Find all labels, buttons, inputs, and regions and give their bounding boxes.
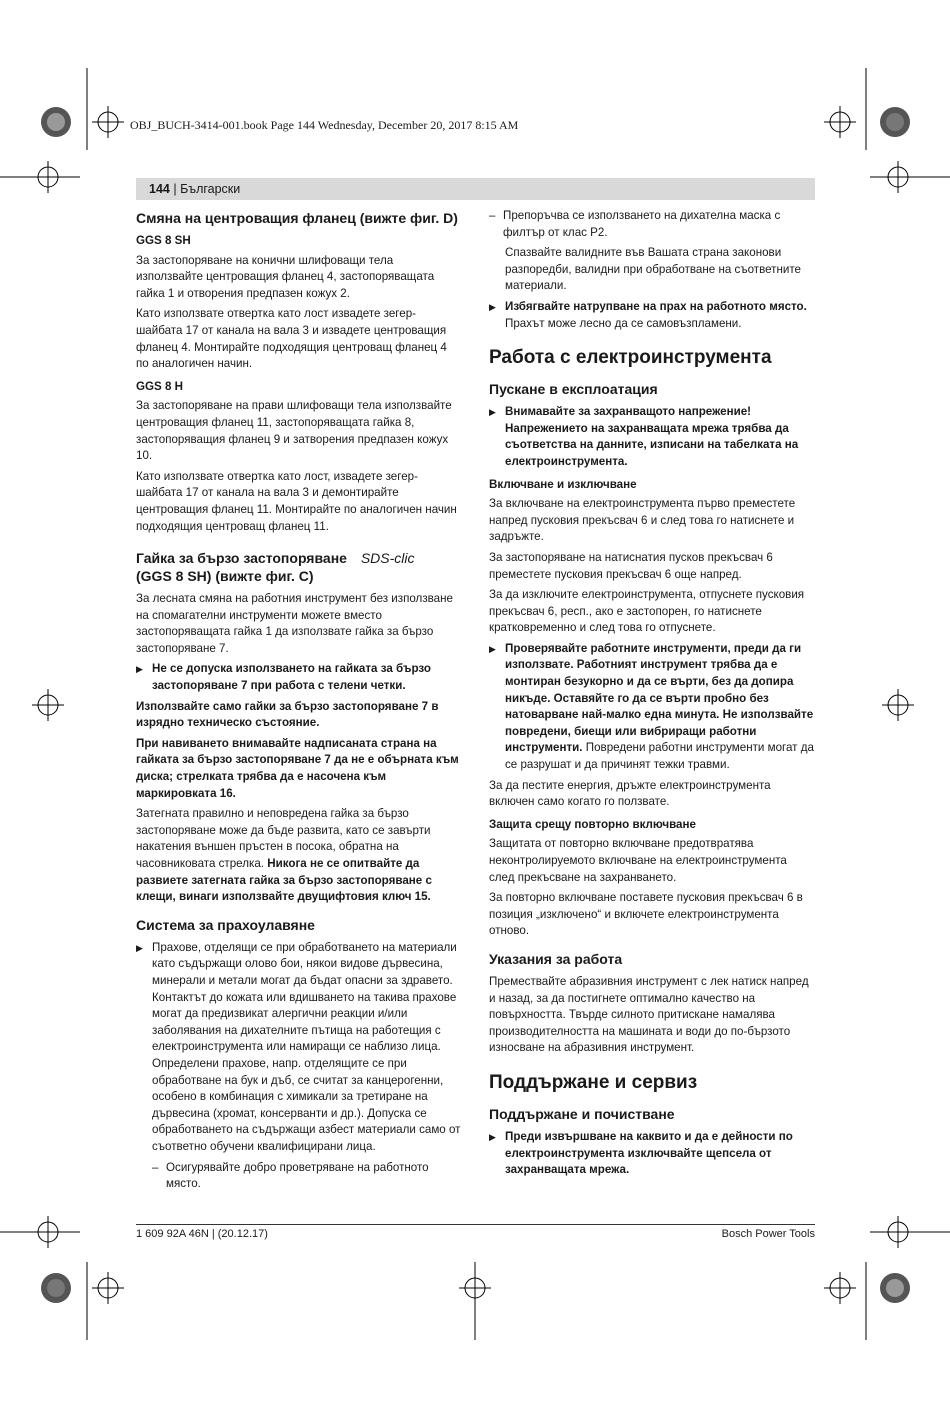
paragraph: За да пестите енергия, дръжте електроинструмента включен само когато го ползвате. bbox=[489, 778, 771, 809]
check-tools-bullet: ▶ Проверявайте работните инструменти, преди да ги използвате. Работният инструмент трябва да е монтиран безукорно и да се върти, без да допира никъде. Оставяйте го да се върти пробно без натоварване най-малко една минута. Не използвайте повредени, биещи или вибриращи работни инструменти. Повредени работни инструменти могат да се разрушат и да причинят тежки травми. bbox=[489, 641, 814, 774]
paragraph: За застопоряване на прави шлифоващи тела използвайте центроващия фланец 11, застопоряващата гайка 8, застопоряващия фланец 9 и затворения предпазен кожух 10. bbox=[136, 399, 452, 463]
paragraph: За повторно включване поставете пусковия прекъсвач 6 в позиция „изключено“ и включете електроинструмента отново. bbox=[489, 891, 803, 938]
model-ggs8sh: GGS 8 SH bbox=[136, 234, 191, 247]
page-header: 144 | Български bbox=[136, 178, 815, 200]
footer-doc-number: 1 609 92A 46N | (20.12.17) bbox=[136, 1228, 268, 1240]
file-info-line: OBJ_BUCH-3414-001.book Page 144 Wednesday, December 20, 2017 8:15 AM bbox=[130, 118, 519, 132]
model-ggs8h: GGS 8 H bbox=[136, 379, 184, 393]
voltage-bullet: ▶ Внимавайте за захранващото напрежение! Напрежението на захранващата мрежа трябва да съответства на данните, изписани на табелката на електроинструмента. bbox=[489, 404, 814, 470]
left-column bbox=[136, 203, 461, 1197]
paragraph: Спазвайте валидните във Вашата страна законови разпоредби, валидни при обработване на съответните материали. bbox=[505, 246, 801, 293]
paragraph: Премествайте абразивния инструмент с лек натиск напред и назад, за да постигнете оптимално качество на повърхността. Твърде силното притискане намалява производителността на машината и води до по-бързото износване на абразивния инструмент. bbox=[489, 974, 809, 1055]
right-column bbox=[489, 208, 814, 1183]
paragraph-bold: Използвайте само гайки за бързо застопоряване 7 в изрядно техническо състояние. bbox=[136, 699, 439, 730]
heading-quick-nut: Гайка за бързо застопоряване SDS-clic (GGS 8 SH) (вижте фиг. C) bbox=[136, 550, 415, 585]
heading-centering-flange: Смяна на центроващия фланец (вижте фиг. D) bbox=[136, 210, 458, 226]
heading-cleaning: Поддържане и почистване bbox=[489, 1105, 675, 1122]
paragraph: За включване на електроинструмента първо преместете напред пусковия прекъсвач 6 и след това го натиснете и задръжте. bbox=[489, 497, 796, 544]
page-number: 144 bbox=[149, 182, 170, 196]
paragraph-bold: При навиването внимавайте надписаната страна на гайката за бързо застопоряване 7 да не е обърната към диска; стрелката трябва да е насочена към маркировката 16. bbox=[136, 736, 459, 800]
paragraph: Като използвате отвертка като лост извадете зегер-шайбата 17 от канала на вала 3 и извадете центроващия фланец 4. Монтирайте подходящия центроващ фланец 4 по аналогичен начин. bbox=[136, 307, 447, 371]
footer-rule bbox=[136, 1224, 815, 1225]
heading-operation: Работа с електроинструмента bbox=[489, 347, 772, 369]
language-label: Български bbox=[180, 182, 241, 196]
dust-accumulation-bullet: ▶ Избягвайте натрупване на прах на работното място. Прахът може лесно да се самовъзпламени. bbox=[489, 299, 814, 332]
heading-start-up: Пускане в експлоатация bbox=[489, 381, 658, 398]
paragraph: Защитата от повторно включване предотвратява неконтролируемото включване на електроинструмента след прекъсване на захранването. bbox=[489, 837, 787, 884]
unplug-bullet: ▶ Преди извършване на каквито и да е дейности по електроинструмента изключвайте щепсела от захранващата мрежа. bbox=[489, 1129, 814, 1179]
heading-working-advice: Указания за работа bbox=[489, 950, 623, 967]
sds-clic-logo: SDS-clic bbox=[360, 550, 415, 567]
paragraph: За застопоряване на конични шлифоващи тела използвайте центроващия фланец 4, застопоряващата гайка 1 и отворения предпазен кожух 2. bbox=[136, 253, 435, 300]
heading-dust-extraction: Система за прахоулавяне bbox=[136, 916, 315, 933]
heading-maintenance: Поддържане и сервиз bbox=[489, 1071, 698, 1093]
paragraph: За застопоряване на натиснатия пусков прекъсвач 6 преместете пусковия прекъсвач 6 още напред. bbox=[489, 550, 773, 581]
paragraph: Като използвате отвертка като лост, извадете зегер-шайбата 17 от канала на вала 3 и демонтирайте центроващия фланец 11. Монтирайте по аналогичен начин подходящия центроващ фланец 11. bbox=[136, 469, 457, 533]
dust-bullet: ▶ Прахове, отделящи се при обработването на материали като съдържащи олово бои, някои видове дървесина, минерали и метали могат да бъдат опасни за здравето. Контактът до кожата или вдишването на такива прахове могат да предизвикат алергични реакции и/или заболявания на дихателните пътища на работещия с електроинструмента или намиращи се наблизо лица. Определени прахове, напр. отделящите се при обработване на бук и дъб, се считат за канцерогенни, особено в комбинация с химикали за третиране на дървесина (хромат, консерванти и др.). Допуска се обработването на съдържащи азбест материали само от съответно обучени квалифицирани лица. bbox=[136, 940, 461, 1156]
warning-bullet: ▶ Не се допуска използването на гайката за бързо застопоряване 7 при работа с телени четки. bbox=[136, 661, 461, 694]
footer-brand: Bosch Power Tools bbox=[721, 1228, 815, 1240]
heading-on-off: Включване и изключване bbox=[489, 477, 637, 491]
paragraph: За да изключите електроинструмента, отпуснете пусковия прекъсвач 6, респ., ако е застопорен, го натиснете кратковременно и след това го отпуснете. bbox=[489, 588, 805, 635]
paragraph: За лесната смяна на работния инструмент без използване на спомагателни инструменти можете вместо застопоряващата гайка 1 да използвате гайка за бързо застопоряване 7. bbox=[136, 592, 453, 655]
dash-item: – Препоръчва се използването на дихателна маска с филтър от клас P2. bbox=[473, 208, 814, 241]
paragraph: Затегната правилно и неповредена гайка за бързо застопоряване може да бъде развита, като се завърти накатения външен пръстен в посока, обратна на часовниковата стрелка. Никога не се опитвайте да развиете затегната гайка за бързо застопоряване с клещи, винаги използвайте двущифтовия ключ 15. bbox=[136, 807, 432, 904]
dash-item: – Осигурявайте добро проветряване на работното място. bbox=[136, 1160, 461, 1193]
heading-restart-protection: Защита срещу повторно включване bbox=[489, 817, 696, 831]
